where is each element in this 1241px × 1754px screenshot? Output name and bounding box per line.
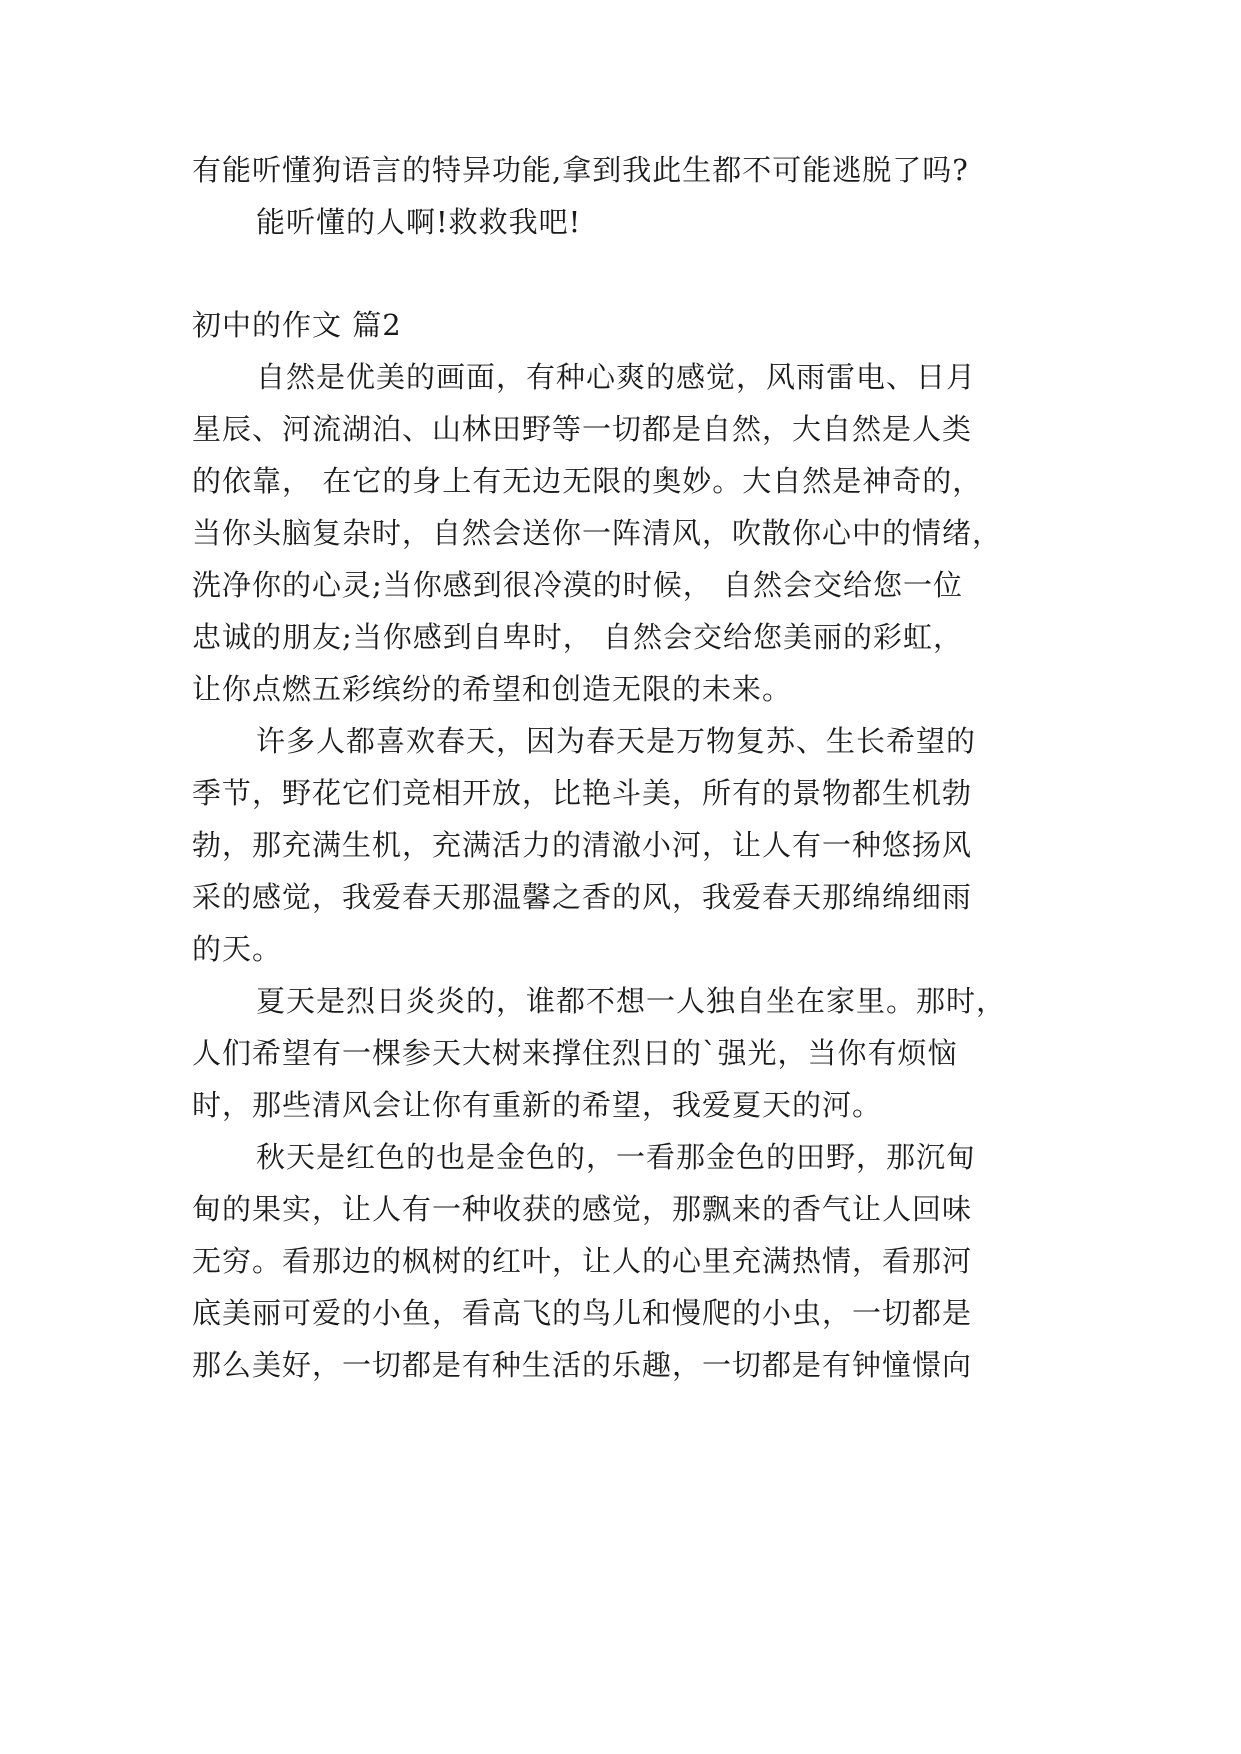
intro-line-2: 能听懂的人啊!救救我吧! — [256, 205, 582, 239]
paragraph-1-line-3: 的依靠， 在它的身上有无边无限的奥妙。大自然是神奇的， — [192, 464, 983, 498]
paragraph-4-line-5: 那么美好，一切都是有种生活的乐趣，一切都是有钟憧憬向 — [192, 1348, 973, 1382]
paragraph-2-line-1: 许多人都喜欢春天，因为春天是万物复苏、生长希望的 — [256, 724, 977, 758]
paragraph-3-line-1: 夏天是烈日炎炎的，谁都不想一人独自坐在家里。那时， — [256, 984, 1007, 1018]
paragraph-1-line-6: 忠诚的朋友;当你感到自卑时， 自然会交给您美丽的彩虹， — [192, 620, 963, 654]
paragraph-2-line-2: 季节，野花它们竞相开放，比艳斗美，所有的景物都生机勃 — [192, 776, 973, 810]
intro-line-1: 有能听懂狗语言的特异功能,拿到我此生都不可能逃脱了吗? — [192, 153, 969, 187]
section-heading: 初中的作文 篇2 — [192, 308, 402, 342]
paragraph-2-line-3: 勃，那充满生机，充满活力的清澈小河，让人有一种悠扬风 — [192, 828, 973, 862]
paragraph-4-line-2: 甸的果实，让人有一种收获的感觉，那飘来的香气让人回味 — [192, 1192, 973, 1226]
paragraph-3-line-2: 人们希望有一棵参天大树来撑住烈日的`强光，当你有烦恼 — [192, 1036, 958, 1070]
paragraph-1-line-5: 洗净你的心灵;当你感到很冷漠的时候， 自然会交给您一位 — [192, 568, 963, 602]
paragraph-4-line-4: 底美丽可爱的小鱼，看高飞的鸟儿和慢爬的小虫，一切都是 — [192, 1296, 973, 1330]
paragraph-1-line-4: 当你头脑复杂时，自然会送你一阵清风，吹散你心中的情绪， — [192, 516, 1003, 550]
paragraph-1-line-2: 星辰、河流湖泊、山林田野等一切都是自然，大自然是人类 — [192, 412, 973, 446]
paragraph-2-line-5: 的天。 — [192, 932, 283, 966]
paragraph-1-line-7: 让你点燃五彩缤纷的希望和创造无限的未来。 — [192, 672, 793, 706]
paragraph-4-line-3: 无穷。看那边的枫树的红叶，让人的心里充满热情，看那河 — [192, 1244, 973, 1278]
paragraph-3-line-3: 时，那些清风会让你有重新的希望，我爱夏天的河。 — [192, 1088, 883, 1122]
paragraph-4-line-1: 秋天是红色的也是金色的，一看那金色的田野，那沉甸 — [256, 1140, 977, 1174]
paragraph-1-line-1: 自然是优美的画面，有种心爽的感觉，风雨雷电、日月 — [256, 360, 977, 394]
paragraph-2-line-4: 采的感觉，我爱春天那温馨之香的风，我爱春天那绵绵细雨 — [192, 880, 973, 914]
